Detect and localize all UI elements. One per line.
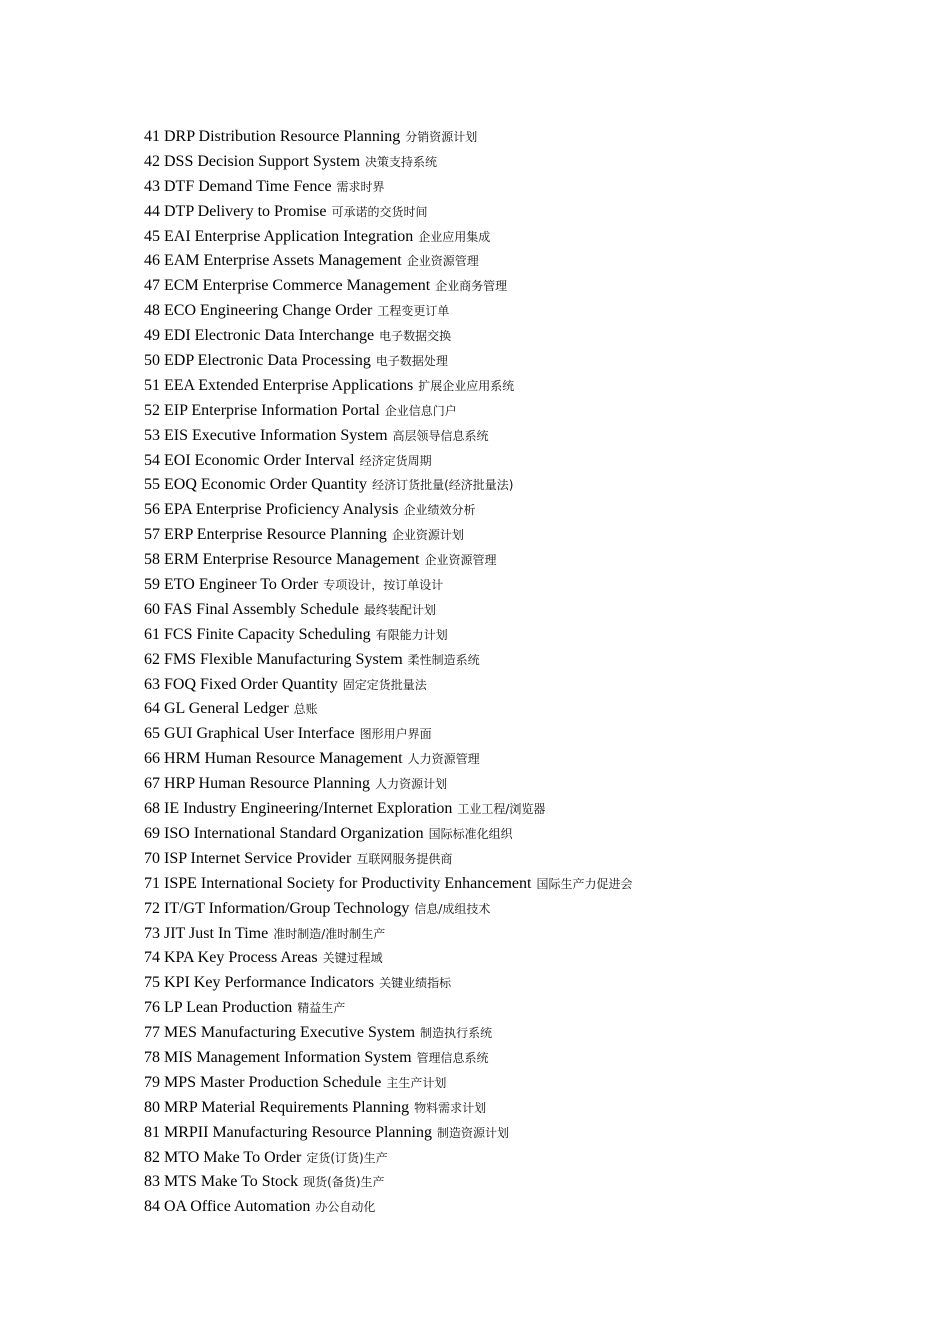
entry-english-term: 41 DRP Distribution Resource Planning — [144, 128, 401, 145]
entry-english-term: 70 ISP Internet Service Provider — [144, 849, 352, 867]
entry-english-term: 61 FCS Finite Capacity Scheduling — [144, 625, 371, 643]
entry-english-term: 55 EOQ Economic Order Quantity — [144, 476, 368, 494]
entry-chinese-translation: 互联网服务提供商 — [356, 851, 453, 866]
glossary-entry — [144, 797, 632, 822]
entry-english-term: 67 HRP Human Resource Planning — [144, 775, 371, 793]
entry-english-term: 80 MRP Material Requirements Planning — [144, 1098, 410, 1116]
glossary-entry — [144, 1096, 632, 1121]
entry-chinese-translation: 决策支持系统 — [365, 154, 438, 169]
entry-english-term: 77 MES Manufacturing Executive System — [144, 1024, 416, 1042]
entry-english-term: 63 FOQ Fixed Order Quantity — [144, 675, 338, 693]
glossary-entry — [144, 1170, 632, 1195]
entry-english-term: 82 MTO Make To Order — [144, 1148, 302, 1166]
entry-chinese-translation: 最终装配计划 — [363, 602, 436, 617]
entry-english-term: 65 GUI Graphical User Interface — [144, 725, 355, 743]
entry-chinese-translation: 企业资源管理 — [424, 553, 497, 568]
glossary-entry — [144, 747, 632, 772]
entry-chinese-translation: 国际生产力促进会 — [536, 876, 633, 891]
glossary-entry — [144, 225, 632, 250]
entry-english-term: 81 MRPII Manufacturing Resource Planning — [144, 1123, 432, 1141]
entry-chinese-translation: 工业工程/浏览器 — [457, 802, 546, 817]
entry-chinese-translation: 国际标准化组织 — [428, 826, 513, 841]
entry-chinese-translation: 物料需求计划 — [414, 1100, 487, 1115]
entry-chinese-translation: 人力资源管理 — [407, 752, 480, 767]
entry-english-term: 78 MIS Management Information System — [144, 1048, 412, 1066]
entry-english-term: 53 EIS Executive Information System — [144, 426, 388, 444]
entry-english-term: 83 MTS Make To Stock — [144, 1173, 299, 1191]
glossary-entry — [144, 623, 632, 648]
entry-chinese-translation: 现货(备货)生产 — [303, 1175, 385, 1190]
glossary-entry — [144, 996, 632, 1021]
entry-english-term: 45 EAI Enterprise Application Integration — [144, 227, 414, 245]
entry-chinese-translation: 企业资源计划 — [391, 528, 464, 543]
glossary-entry — [144, 399, 632, 424]
glossary-entry — [144, 897, 632, 922]
entry-chinese-translation: 企业绩效分析 — [403, 503, 476, 518]
entry-english-term: 60 FAS Final Assembly Schedule — [144, 600, 359, 618]
entry-chinese-translation: 专项设计，按订单设计 — [323, 578, 444, 593]
entry-english-term: 44 DTP Delivery to Promise — [144, 202, 327, 220]
entry-english-term: 73 JIT Just In Time — [144, 924, 269, 942]
glossary-entry — [144, 722, 632, 747]
glossary-entry — [144, 473, 632, 498]
entry-chinese-translation: 主生产计划 — [386, 1075, 447, 1090]
glossary-entry — [144, 548, 632, 573]
entry-english-term: 72 IT/GT Information/Group Technology — [144, 899, 410, 917]
entry-chinese-translation: 柔性制造系统 — [407, 652, 480, 667]
glossary-entry — [144, 200, 632, 225]
entry-english-term: 49 EDI Electronic Data Interchange — [144, 327, 375, 345]
entry-chinese-translation: 准时制造/准时制生产 — [273, 926, 386, 941]
glossary-entry — [144, 697, 632, 722]
glossary-entry — [144, 175, 632, 200]
glossary-entry — [144, 498, 632, 523]
entry-chinese-translation: 企业资源管理 — [406, 254, 479, 269]
entry-chinese-translation: 高层领导信息系统 — [392, 428, 489, 443]
entry-english-term: 74 KPA Key Process Areas — [144, 949, 318, 967]
entry-chinese-translation: 精益生产 — [297, 1001, 346, 1016]
glossary-entry — [144, 847, 632, 872]
entry-english-term: 46 EAM Enterprise Assets Management — [144, 252, 402, 270]
entry-english-term: 56 EPA Enterprise Proficiency Analysis — [144, 501, 399, 519]
glossary-entry — [144, 822, 632, 847]
entry-english-term: 58 ERM Enterprise Resource Management — [144, 551, 420, 569]
glossary-entry — [144, 673, 632, 698]
glossary-entry — [144, 523, 632, 548]
entry-chinese-translation: 经济定货周期 — [359, 453, 432, 468]
entry-chinese-translation: 需求时界 — [336, 179, 385, 194]
glossary-entry — [144, 1121, 632, 1146]
entry-english-term: 50 EDP Electronic Data Processing — [144, 352, 371, 370]
entry-chinese-translation: 关键业绩指标 — [379, 976, 452, 991]
glossary-entry — [144, 1195, 632, 1220]
entry-english-term: 52 EIP Enterprise Information Portal — [144, 401, 380, 419]
glossary-entry — [144, 922, 632, 947]
entry-chinese-translation: 电子数据处理 — [375, 354, 448, 369]
entry-chinese-translation: 扩展企业应用系统 — [418, 378, 515, 393]
entry-chinese-translation: 管理信息系统 — [416, 1050, 489, 1065]
glossary-entry — [144, 872, 632, 897]
glossary-entry — [144, 946, 632, 971]
entry-english-term: 57 ERP Enterprise Resource Planning — [144, 526, 387, 544]
glossary-entry — [144, 249, 632, 274]
entry-chinese-translation: 工程变更订单 — [377, 304, 450, 319]
glossary-entry — [144, 1046, 632, 1071]
glossary-entry — [144, 125, 632, 150]
entry-chinese-translation: 经济订货批量(经济批量法) — [372, 478, 514, 493]
glossary-entry — [144, 449, 632, 474]
glossary-entry — [144, 1071, 632, 1096]
entry-english-term: 75 KPI Key Performance Indicators — [144, 974, 375, 992]
entry-chinese-translation: 固定定货批量法 — [342, 677, 427, 692]
entry-english-term: 48 ECO Engineering Change Order — [144, 302, 373, 320]
entry-english-term: 62 FMS Flexible Manufacturing System — [144, 650, 403, 668]
entry-chinese-translation: 可承诺的交货时间 — [331, 204, 428, 219]
glossary-entry — [144, 349, 632, 374]
glossary-entry — [144, 274, 632, 299]
entry-chinese-translation: 制造执行系统 — [420, 1026, 493, 1041]
entry-chinese-translation: 制造资源计划 — [436, 1125, 509, 1140]
entry-chinese-translation: 信息/成组技术 — [414, 901, 491, 916]
entry-english-term: 71 ISPE International Society for Productivity Enhancement — [144, 874, 532, 892]
entry-english-term: 64 GL General Ledger — [144, 700, 289, 718]
glossary-entry — [144, 299, 632, 324]
glossary-entry — [144, 324, 632, 349]
entry-english-term: 47 ECM Enterprise Commerce Management — [144, 277, 431, 295]
entry-chinese-translation: 定货(订货)生产 — [306, 1150, 388, 1165]
entry-english-term: 59 ETO Engineer To Order — [144, 576, 319, 594]
glossary-entry — [144, 648, 632, 673]
entry-english-term: 69 ISO International Standard Organization — [144, 824, 424, 842]
entry-english-term: 68 IE Industry Engineering/Internet Exploration — [144, 800, 453, 818]
glossary-entry — [144, 598, 632, 623]
entry-chinese-translation: 企业商务管理 — [435, 279, 508, 294]
entry-chinese-translation: 人力资源计划 — [375, 777, 448, 792]
glossary-entry — [144, 772, 632, 797]
entry-chinese-translation: 关键过程域 — [322, 951, 383, 966]
glossary-entry — [144, 573, 632, 598]
entry-chinese-translation: 图形用户界面 — [359, 727, 432, 742]
entry-english-term: 43 DTF Demand Time Fence — [144, 177, 332, 195]
entry-english-term: 79 MPS Master Production Schedule — [144, 1073, 382, 1091]
glossary-list — [144, 125, 632, 1220]
entry-english-term: 76 LP Lean Production — [144, 999, 293, 1017]
entry-english-term: 66 HRM Human Resource Management — [144, 750, 403, 768]
entry-chinese-translation: 企业应用集成 — [418, 229, 491, 244]
entry-english-term: 42 DSS Decision Support System — [144, 152, 361, 170]
entry-english-term: 51 EEA Extended Enterprise Applications — [144, 376, 414, 394]
entry-chinese-translation: 总账 — [293, 702, 318, 717]
entry-chinese-translation: 有限能力计划 — [375, 627, 448, 642]
entry-english-term: 84 OA Office Automation — [144, 1198, 311, 1216]
glossary-entry — [144, 150, 632, 175]
entry-english-term: 54 EOI Economic Order Interval — [144, 451, 355, 469]
glossary-entry — [144, 1021, 632, 1046]
glossary-entry — [144, 374, 632, 399]
glossary-entry — [144, 971, 632, 996]
entry-chinese-translation: 电子数据交换 — [379, 329, 452, 344]
glossary-entry — [144, 424, 632, 449]
entry-chinese-translation: 企业信息门户 — [384, 403, 457, 418]
entry-chinese-translation: 办公自动化 — [315, 1200, 376, 1215]
glossary-entry — [144, 1146, 632, 1171]
entry-chinese-translation: 分销资源计划 — [405, 130, 478, 144]
